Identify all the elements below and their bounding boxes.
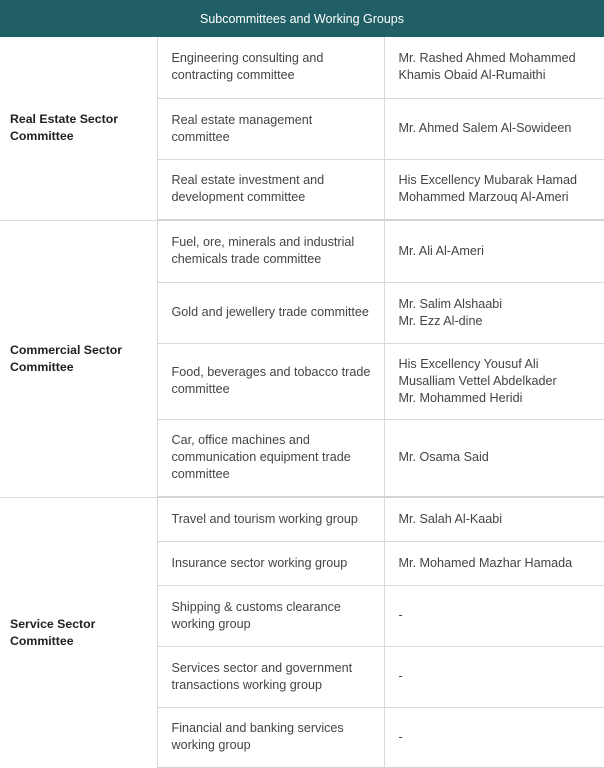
committee-members: [384, 707, 604, 768]
committee-name-line: Real estate management: [171, 112, 313, 127]
committee-name-line: Services sector and government: [171, 660, 353, 675]
member-name-line: Mr. Mohammed Heridi: [398, 390, 523, 405]
committees-table-body: [0, 37, 604, 768]
table-header: [0, 0, 604, 37]
committee-name-line: Food, beverages and tobacco trade: [171, 365, 371, 379]
sector-name: Real Estate Sector Committee: [0, 37, 157, 220]
committee-members: [384, 419, 604, 497]
committee-name-line: committee: [171, 467, 230, 482]
committee-name: [157, 37, 384, 98]
member-name-line: His Excellency Mubarak Hamad: [398, 173, 577, 188]
committee-members: [384, 541, 604, 585]
committee-members: [384, 497, 604, 541]
member-name-line: Mr. Salim Alshaabi: [398, 296, 503, 311]
member-name-line: Musalliam Vettel Abdelkader: [398, 373, 557, 388]
sector-name: Commercial Sector Committee: [0, 220, 157, 497]
member-name-line: Mr. Osama Said: [398, 450, 489, 465]
member-name-line: Mr. Salah Al-Kaabi: [398, 511, 503, 526]
committee-name-line: working group: [171, 616, 251, 631]
table-row: [0, 220, 604, 282]
committee-name: [157, 159, 384, 220]
table-title: Subcommittees and Working Groups: [199, 11, 405, 26]
committee-name-line: chemicals trade committee: [171, 252, 322, 267]
sector-name: Service Sector Committee: [0, 497, 157, 768]
member-name-line: Khamis Obaid Al-Rumaithi: [398, 68, 546, 83]
committee-members: [384, 343, 604, 419]
committee-name-line: Real estate investment and: [171, 173, 325, 188]
committee-name-line: contracting committee: [171, 68, 295, 83]
committee-name: [157, 585, 384, 646]
committee-name-line: committee: [171, 382, 230, 396]
committee-name-line: transactions working group: [171, 677, 323, 692]
committee-name-line: development committee: [171, 190, 306, 205]
member-name-line: Mr. Mohamed Mazhar Hamada: [398, 555, 573, 570]
committee-name-line: Gold and jewellery trade committee: [171, 305, 369, 319]
member-name-line: -: [398, 608, 403, 622]
member-name-line: Mr. Rashed Ahmed Mohammed: [398, 51, 576, 66]
committee-name-line: Financial and banking services: [171, 721, 344, 736]
committee-members: [384, 37, 604, 98]
committee-members: [384, 220, 604, 282]
member-name-line: -: [398, 729, 403, 744]
committee-members: [384, 159, 604, 220]
committee-name-line: Engineering consulting and: [171, 51, 324, 66]
committee-name-line: Car, office machines and: [171, 433, 310, 448]
committee-name: [157, 646, 384, 707]
committee-name-line: committee: [171, 129, 230, 144]
member-name-line: Mr. Ali Al-Ameri: [398, 243, 484, 258]
committee-name-line: Insurance sector working group: [171, 555, 348, 570]
committee-name: [157, 282, 384, 343]
committee-name: [157, 343, 384, 419]
committee-name: [157, 497, 384, 541]
committee-name: [157, 419, 384, 497]
member-name-line: -: [398, 669, 403, 683]
committee-name-line: Shipping & customs clearance: [171, 599, 341, 614]
committee-members: [384, 585, 604, 646]
committee-name: [157, 98, 384, 159]
member-name-line: Mr. Ezz Al-dine: [398, 313, 483, 328]
committees-table: [0, 37, 604, 768]
table-row: [0, 497, 604, 541]
committee-name-line: Fuel, ore, minerals and industrial: [171, 235, 355, 250]
committee-name-line: working group: [171, 738, 251, 753]
member-name-line: His Excellency Yousuf Ali: [398, 356, 539, 371]
member-name-line: Mohammed Marzouq Al-Ameri: [398, 190, 569, 205]
committee-members: [384, 282, 604, 343]
committee-name: [157, 541, 384, 585]
committee-name: [157, 220, 384, 282]
committee-name-line: communication equipment trade: [171, 450, 351, 465]
committee-members: [384, 98, 604, 159]
committee-members: [384, 646, 604, 707]
committee-name-line: Travel and tourism working group: [171, 511, 358, 526]
table-row: [0, 37, 604, 98]
committee-name: [157, 707, 384, 768]
member-name-line: Mr. Ahmed Salem Al-Sowideen: [398, 121, 572, 135]
